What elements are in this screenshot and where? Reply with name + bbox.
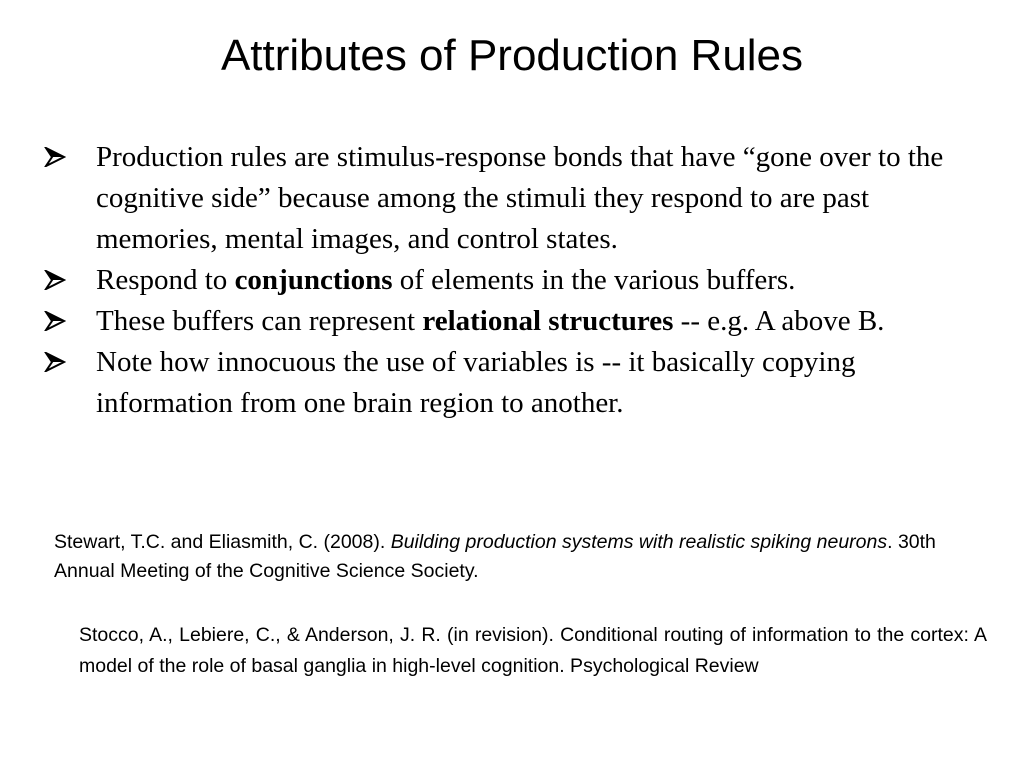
bullet-item bbox=[0, 260, 956, 301]
bullet-emphasis: relational structures bbox=[422, 305, 674, 337]
bullet-text: -- e.g. A above B. bbox=[673, 305, 885, 337]
bullet-item bbox=[0, 342, 956, 424]
arrowhead-bullet-icon bbox=[44, 342, 74, 383]
arrowhead-bullet-icon bbox=[44, 137, 74, 178]
bullet-text: Production rules are stimulus-response bonds that have “gone over to the cognitive side” because among the stimuli they respond to are past memories, mental images, and control states. bbox=[96, 141, 944, 255]
citation-text: Stewart, T.C. and Eliasmith, C. (2008). bbox=[54, 531, 391, 553]
slide-title: Attributes of Production Rules bbox=[220, 31, 804, 80]
bullet-text: These buffers can represent bbox=[96, 305, 423, 337]
bullet-text: Respond to bbox=[96, 264, 235, 296]
arrowhead-bullet-icon bbox=[44, 260, 74, 301]
citation-stewart bbox=[54, 528, 984, 586]
citation-text: . 30th Annual Meeting of the Cognitive Science Society. bbox=[54, 531, 936, 582]
bullet-list bbox=[0, 137, 1024, 424]
bullet-item bbox=[0, 301, 956, 342]
citation-text: Stocco, A., Lebiere, C., & Anderson, J. R. (in revision). Conditional routing of information to the cortex: A model of the role of basal ganglia in high-level cognition. Psychological Review bbox=[79, 624, 987, 677]
bullet-item bbox=[0, 137, 956, 260]
citation-title: Building production systems with realistic spiking neurons bbox=[390, 531, 888, 553]
citation-stocco bbox=[79, 620, 987, 681]
bullet-text: Note how innocuous the use of variables is -- it basically copying information from one brain region to another. bbox=[96, 346, 856, 419]
bullet-text: of elements in the various buffers. bbox=[392, 264, 796, 296]
arrowhead-bullet-icon bbox=[44, 301, 74, 342]
bullet-emphasis: conjunctions bbox=[234, 264, 393, 296]
